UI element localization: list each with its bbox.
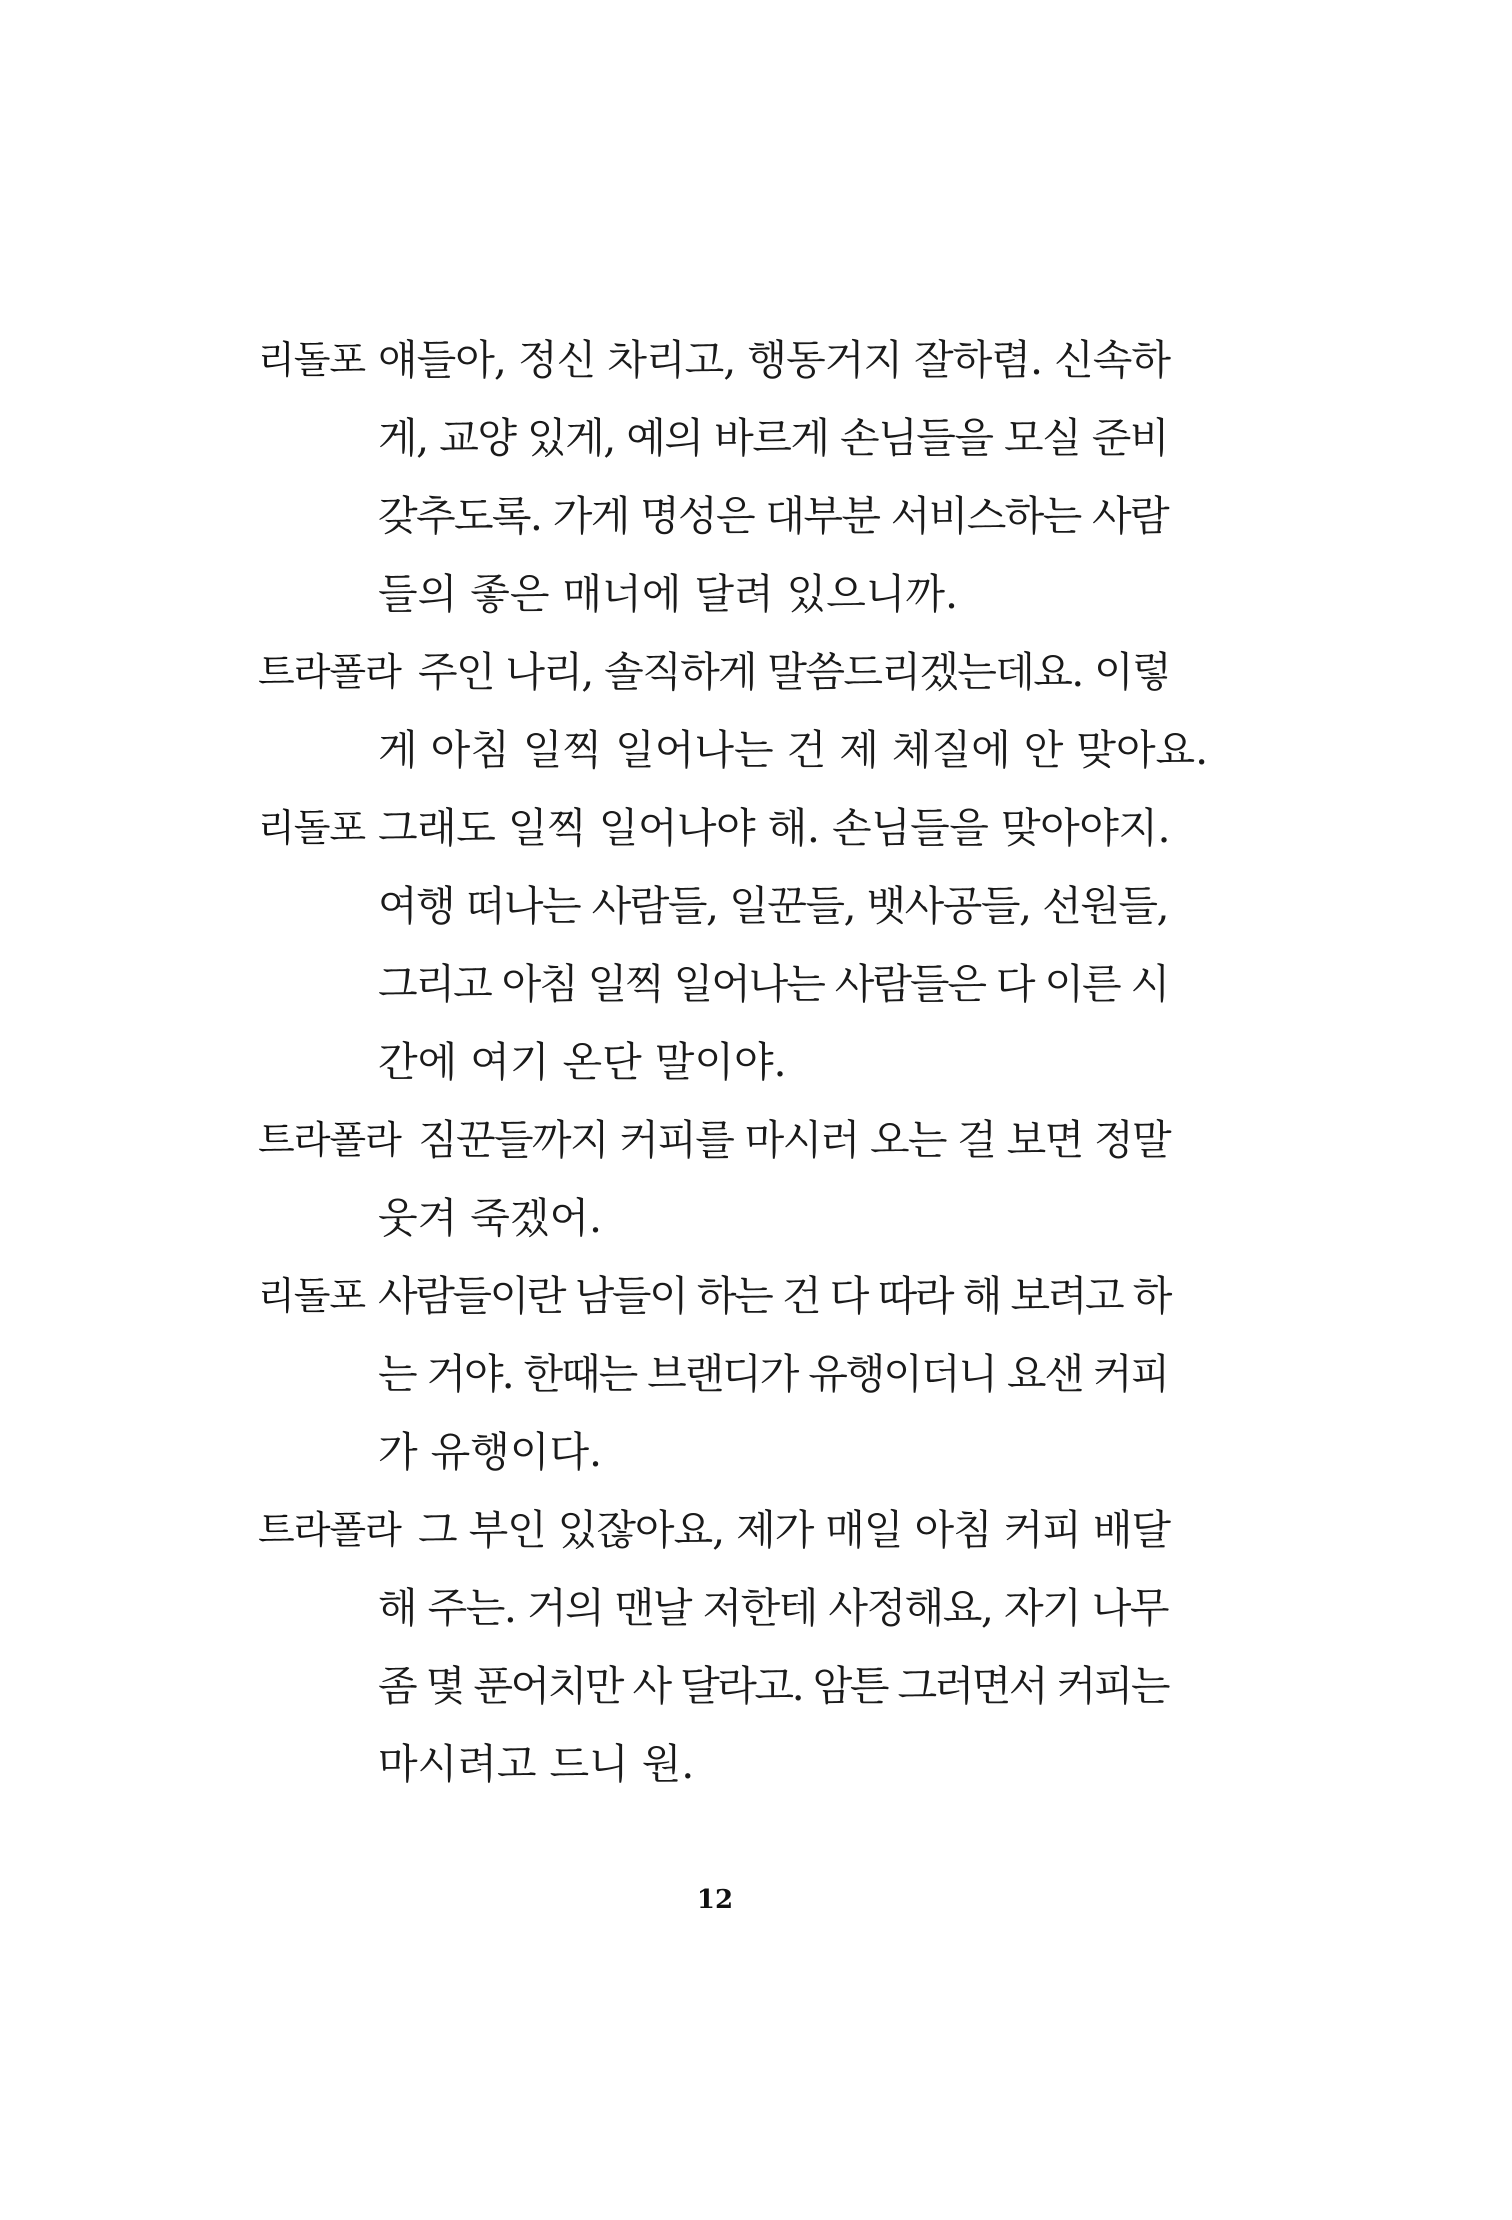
dialogue-text: 게, 교양 있게, 예의 바르게 손님들을 모실 준비: [378, 414, 1168, 462]
dialogue-line: [0, 1647, 1512, 1725]
dialogue-text: 그 부인 있잖아요, 제가 매일 아침 커피 배달: [418, 1506, 1170, 1554]
speaker-name: 리돌포: [258, 806, 366, 850]
dialogue-text: 들의 좋은 매너에 달려 있으니까.: [378, 570, 959, 618]
dialogue-line: [0, 477, 1512, 555]
dialogue-text: 가 유행이다.: [378, 1428, 603, 1476]
dialogue-line: [0, 867, 1512, 945]
dialogue-text: 마시려고 드니 원.: [378, 1740, 695, 1788]
dialogue-text: 웃겨 죽겠어.: [378, 1194, 603, 1242]
dialogue-line: [0, 789, 1512, 867]
speaker-name: 리돌포: [258, 1274, 366, 1318]
dialogue-text: 간에 여기 온단 말이야.: [378, 1038, 787, 1086]
dialogue-line: [0, 1335, 1512, 1413]
speaker-name: 트라폴라: [258, 1508, 401, 1552]
dialogue-text: 주인 나리, 솔직하게 말씀드리겠는데요. 이렇: [418, 648, 1170, 696]
dialogue-text: 여행 떠나는 사람들, 일꾼들, 뱃사공들, 선원들,: [378, 882, 1168, 930]
dialogue-line: [0, 1257, 1512, 1335]
dialogue-line: [0, 399, 1512, 477]
dialogue-line: [0, 1413, 1512, 1491]
dialogue-text: 사람들이란 남들이 하는 건 다 따라 해 보려고 하: [378, 1272, 1170, 1320]
speaker-name: 트라폴라: [258, 1118, 401, 1162]
dialogue-line: [0, 633, 1512, 711]
speaker-name: 트라폴라: [258, 650, 401, 694]
dialogue-text: 해 주는. 거의 맨날 저한테 사정해요, 자기 나무: [378, 1584, 1168, 1632]
dialogue-line: [0, 321, 1512, 399]
dialogue-line: [0, 1179, 1512, 1257]
dialogue-text: 는 거야. 한때는 브랜디가 유행이더니 요샌 커피: [378, 1350, 1168, 1398]
dialogue-line: [0, 1101, 1512, 1179]
dialogue-line: [0, 555, 1512, 633]
dialogue-text: 좀 몇 푼어치만 사 달라고. 암튼 그러면서 커피는: [378, 1662, 1168, 1710]
dialogue-line: [0, 1023, 1512, 1101]
dialogue-text: 게 아침 일찍 일어나는 건 제 체질에 안 맞아요.: [378, 726, 1209, 774]
dialogue-line: [0, 711, 1512, 789]
dialogue-text: 그래도 일찍 일어나야 해. 손님들을 맞아야지.: [378, 804, 1170, 852]
dialogue-line: [0, 945, 1512, 1023]
dialogue-text: 그리고 아침 일찍 일어나는 사람들은 다 이른 시: [378, 960, 1168, 1008]
dialogue-line: [0, 1725, 1512, 1803]
dialogue-line: [0, 1569, 1512, 1647]
dialogue-line: [0, 1491, 1512, 1569]
dialogue-text: 짐꾼들까지 커피를 마시러 오는 걸 보면 정말: [418, 1116, 1170, 1164]
page-number: 12: [696, 1885, 734, 1915]
dialogue-text: 얘들아, 정신 차리고, 행동거지 잘하렴. 신속하: [378, 336, 1170, 384]
dialogue-text: 갖추도록. 가게 명성은 대부분 서비스하는 사람: [378, 492, 1168, 540]
speaker-name: 리돌포: [258, 338, 366, 382]
